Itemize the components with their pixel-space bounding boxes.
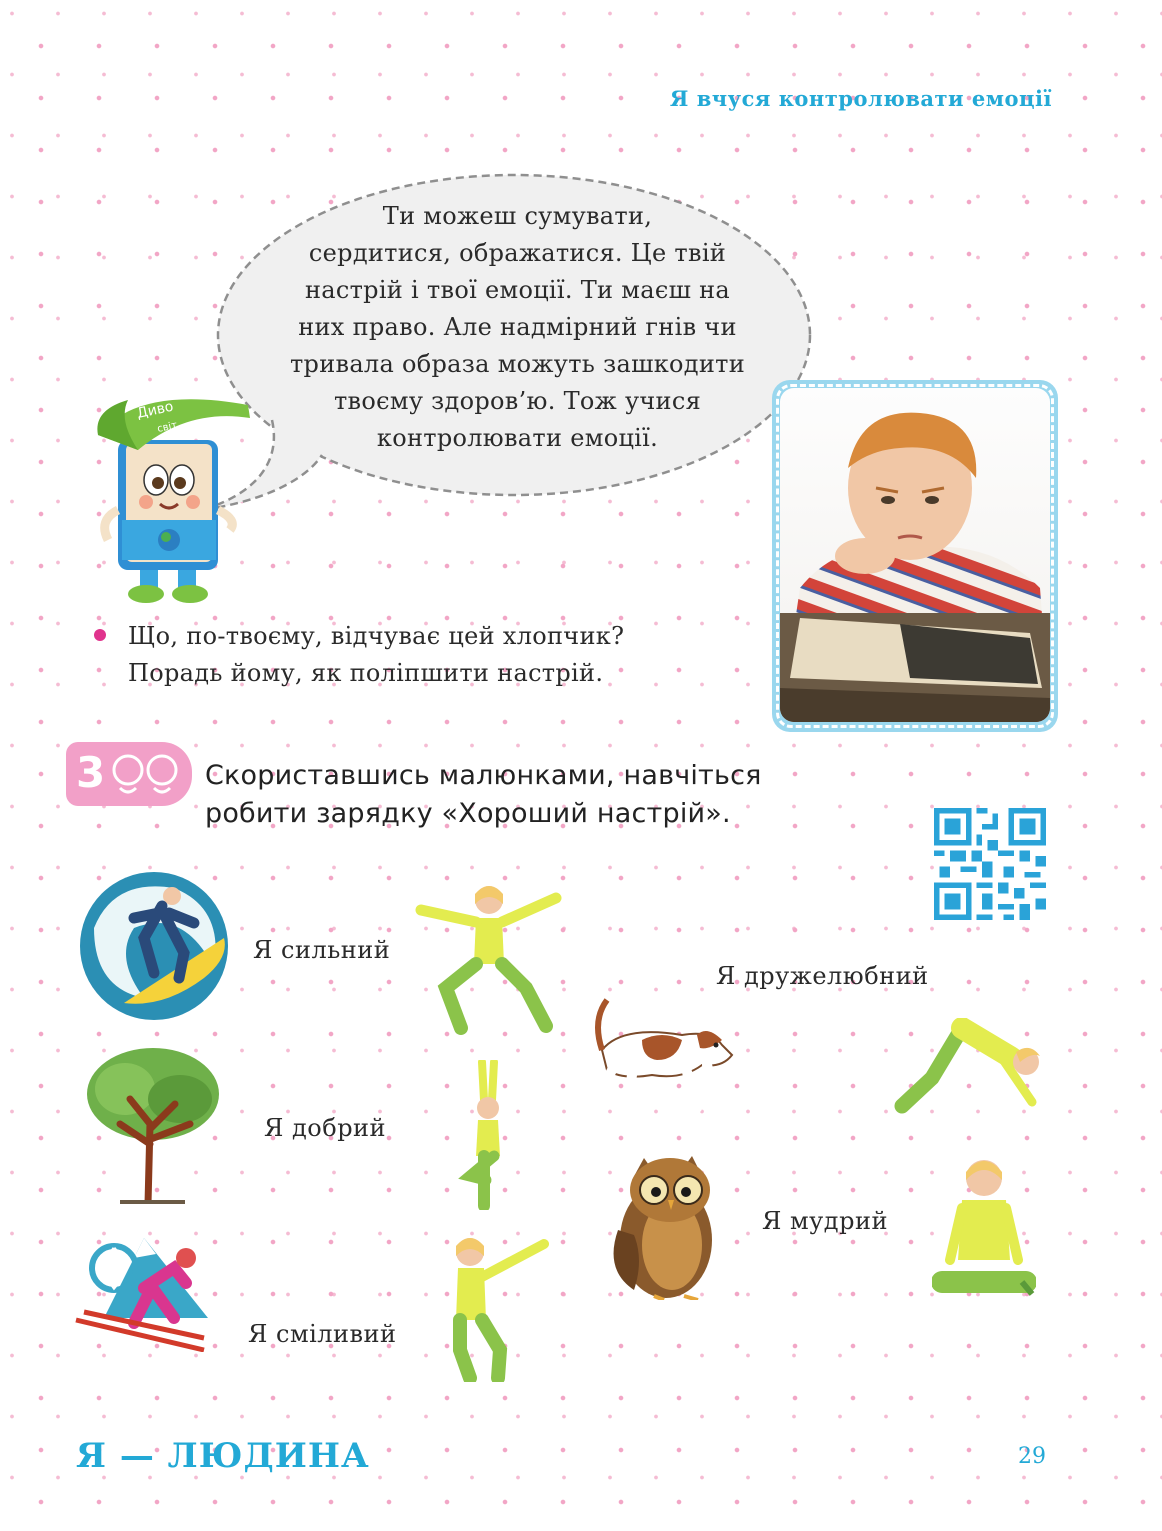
bubble-line: них право. Але надмірний гнів чи	[298, 313, 737, 341]
label-brave: Я сміливий	[248, 1320, 397, 1348]
label-kind: Я добрий	[264, 1114, 387, 1142]
boy-photo-illustration	[780, 388, 1050, 722]
page-number: 29	[1018, 1444, 1046, 1469]
task-number: 3	[76, 748, 106, 797]
girl-exercise-tree-pose	[456, 1060, 520, 1210]
bubble-line: сердитися, ображатися. Це твій	[308, 239, 727, 267]
question-text	[128, 618, 758, 692]
surfer-illustration	[74, 868, 240, 1026]
tree-illustration	[80, 1044, 226, 1204]
label-friendly: Я дружелюбний	[716, 962, 929, 990]
girl-exercise-kneeling	[932, 1150, 1036, 1300]
speech-bubble-text	[240, 198, 795, 457]
mascot-cap-text-2: світ	[156, 420, 179, 435]
question-line: Що, по-твоєму, відчуває цей хлопчик?	[128, 622, 625, 650]
bubble-line: тривала образа можуть зашкодити	[289, 350, 746, 378]
label-strong: Я сильний	[253, 936, 391, 964]
chapter-title: Я — ЛЮДИНА	[76, 1436, 370, 1476]
mascot-cap-text-1: Диво	[135, 398, 175, 422]
question-line: Порадь йому, як поліпшити настрій.	[128, 659, 604, 687]
owl-illustration	[604, 1150, 730, 1300]
label-wise: Я мудрий	[762, 1207, 888, 1235]
girl-exercise-arms-out	[406, 878, 572, 1036]
task-text	[205, 757, 825, 833]
bubble-line: настрій і твої емоції. Ти маєш на	[304, 276, 731, 304]
boy-photo	[780, 388, 1050, 722]
mascot-illustration	[78, 380, 258, 610]
girl-exercise-bend	[892, 1018, 1056, 1114]
task-line: Скориставшись малюнками, навчіться	[205, 760, 762, 791]
dog-illustration	[582, 990, 742, 1118]
skier-illustration	[74, 1228, 208, 1352]
section-title: Я вчуся контролювати емоції	[669, 86, 1052, 111]
bubble-line: Ти можеш сумувати,	[382, 202, 653, 230]
bubble-line: контролювати емоції.	[376, 424, 659, 452]
girl-exercise-squat	[440, 1230, 550, 1382]
task-line: робити зарядку «Хороший настрій».	[205, 798, 731, 829]
bullet-point	[94, 629, 106, 641]
bubble-line: твоєму здоров’ю. Тож учися	[333, 387, 702, 415]
qr-code[interactable]	[934, 808, 1046, 920]
